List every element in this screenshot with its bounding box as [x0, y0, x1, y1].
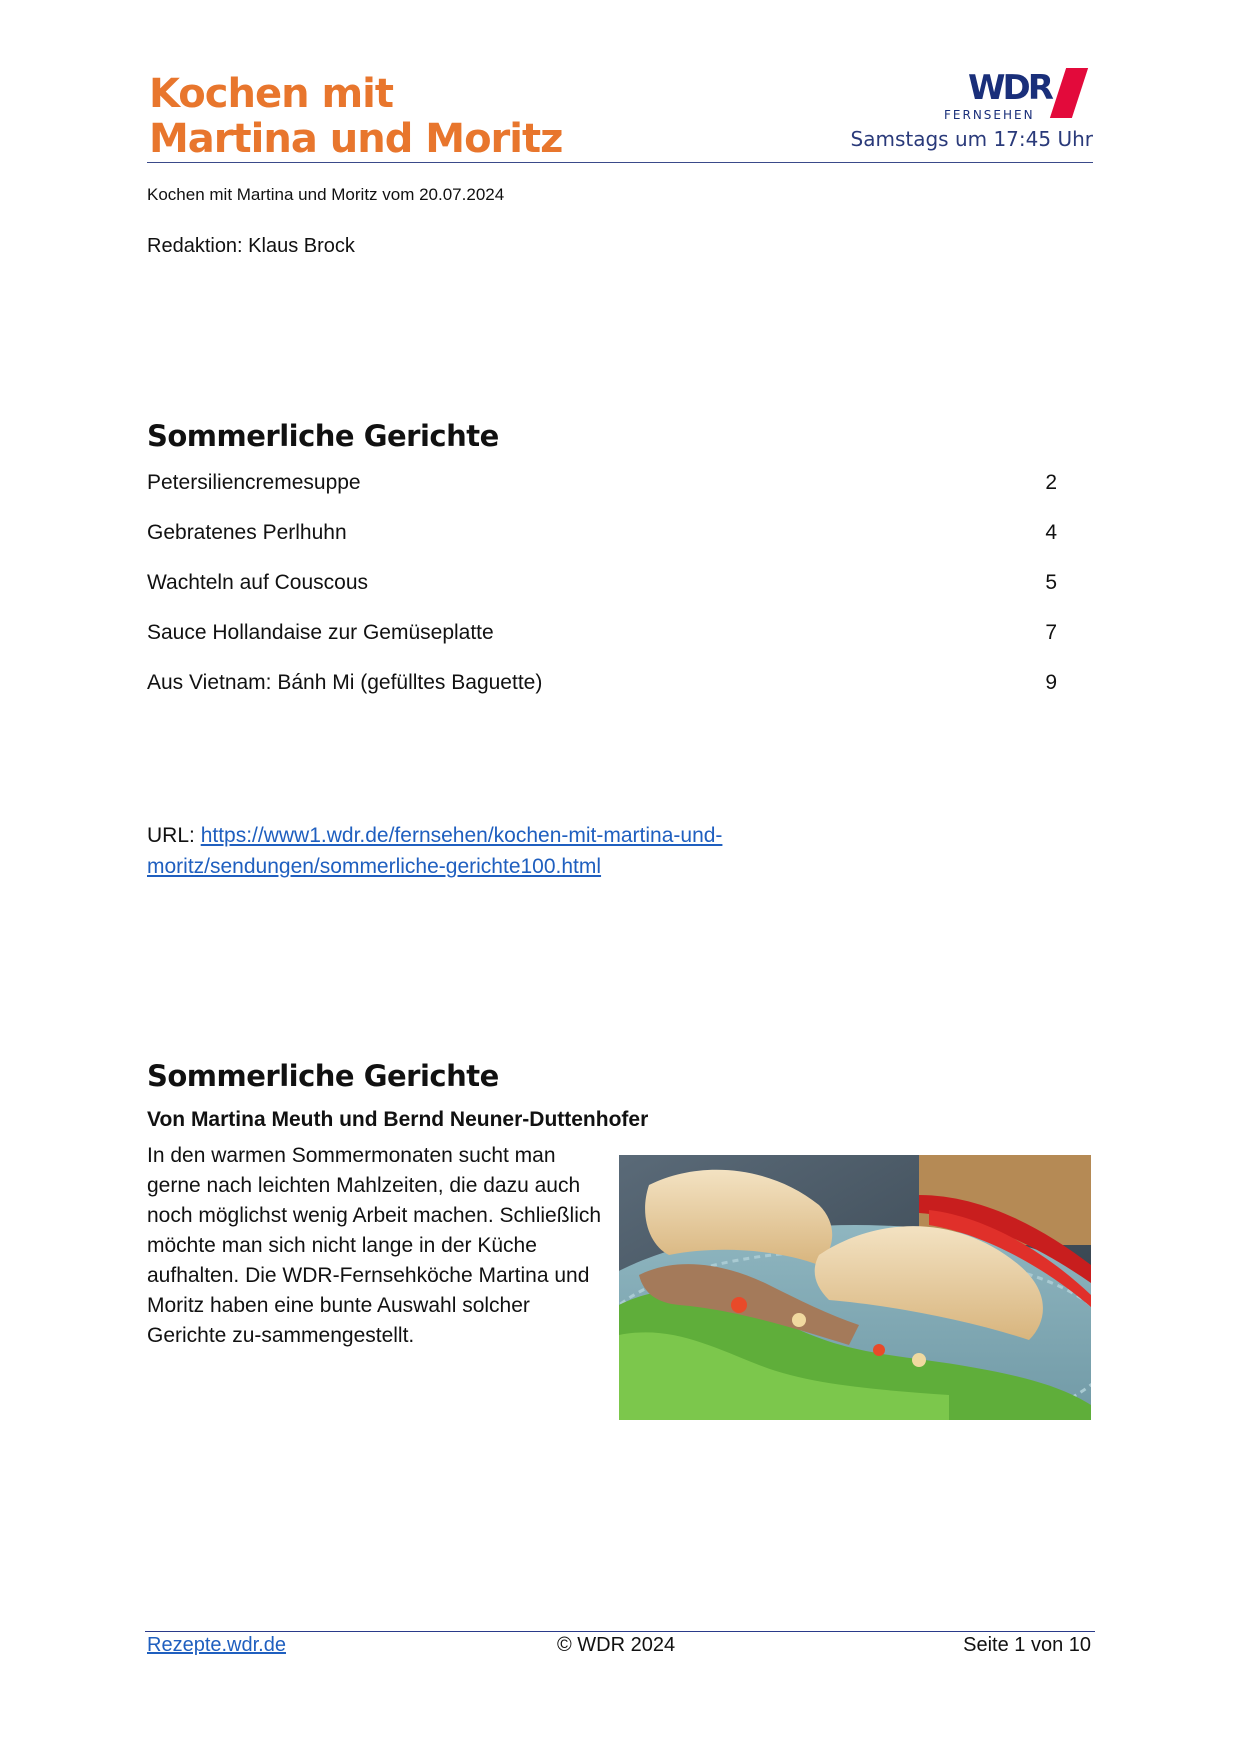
article-byline: Von Martina Meuth und Bernd Neuner-Duttenhofer [147, 1108, 649, 1131]
show-title-line2: Martina und Moritz [149, 116, 563, 162]
toc-item-page: 9 [1045, 671, 1057, 694]
footer-site-link[interactable]: Rezepte.wdr.de [147, 1634, 286, 1656]
show-logo-title [149, 72, 562, 162]
toc-item-page: 4 [1045, 521, 1057, 544]
article-heading: Sommerliche Gerichte [147, 1059, 499, 1093]
toc-item[interactable] [147, 569, 1057, 619]
wdr-logo-text: WDR [968, 68, 1051, 108]
toc-item-page: 2 [1045, 471, 1057, 494]
header-divider [147, 162, 1093, 163]
toc-item-page: 7 [1045, 621, 1057, 644]
source-url-link[interactable] [147, 824, 722, 878]
page-indicator: Seite 1 von 10 [963, 1634, 1091, 1656]
editor-line: Redaktion: Klaus Brock [147, 235, 355, 257]
wdr-flag-icon [1050, 68, 1088, 118]
episode-line: Kochen mit Martina und Moritz vom 20.07.2024 [147, 185, 505, 204]
wdr-logo-subtitle: FERNSEHEN [944, 108, 1035, 122]
airtime-label: Samstags um 17:45 Uhr [850, 127, 1093, 151]
toc-item-title: Wachteln auf Couscous [147, 571, 369, 594]
toc-item-title: Petersiliencremesuppe [147, 471, 361, 494]
url-block [147, 820, 847, 882]
url-line1: https://www1.wdr.de/fernsehen/kochen-mit-martina-und- [200, 824, 723, 847]
toc-item[interactable] [147, 619, 1057, 669]
footer-divider [145, 1631, 1095, 1632]
banh-mi-photo-icon [619, 1155, 1091, 1420]
toc-item[interactable] [147, 669, 1057, 719]
footer-copyright: © WDR 2024 [557, 1634, 676, 1656]
toc-item-title: Sauce Hollandaise zur Gemüseplatte [147, 621, 494, 644]
article-intro: In den warmen Sommermonaten sucht man gerne nach leichten Mahlzeiten, die dazu auch noch möglichst wenig Arbeit machen. Schließlich möchte man sich nicht lange in der Küche aufhalten. Die WDR-Fernsehköche Martina und Moritz haben eine bunte Auswahl solcher Gerichte zu-sammengestellt. [147, 1144, 602, 1347]
show-title-line1: Kochen mit [149, 71, 394, 117]
banh-mi-photo [619, 1155, 1091, 1420]
table-of-contents [147, 469, 1057, 719]
toc-item-title: Aus Vietnam: Bánh Mi (gefülltes Baguette) [147, 671, 543, 694]
url-label: URL: [147, 824, 201, 847]
toc-heading: Sommerliche Gerichte [147, 419, 499, 453]
toc-item-page: 5 [1045, 571, 1057, 594]
url-line2: moritz/sendungen/sommerliche-gerichte100.html [147, 855, 602, 878]
toc-item[interactable] [147, 519, 1057, 569]
toc-item-title: Gebratenes Perlhuhn [147, 521, 347, 544]
toc-item[interactable] [147, 469, 1057, 519]
wdr-logo [940, 68, 1100, 126]
